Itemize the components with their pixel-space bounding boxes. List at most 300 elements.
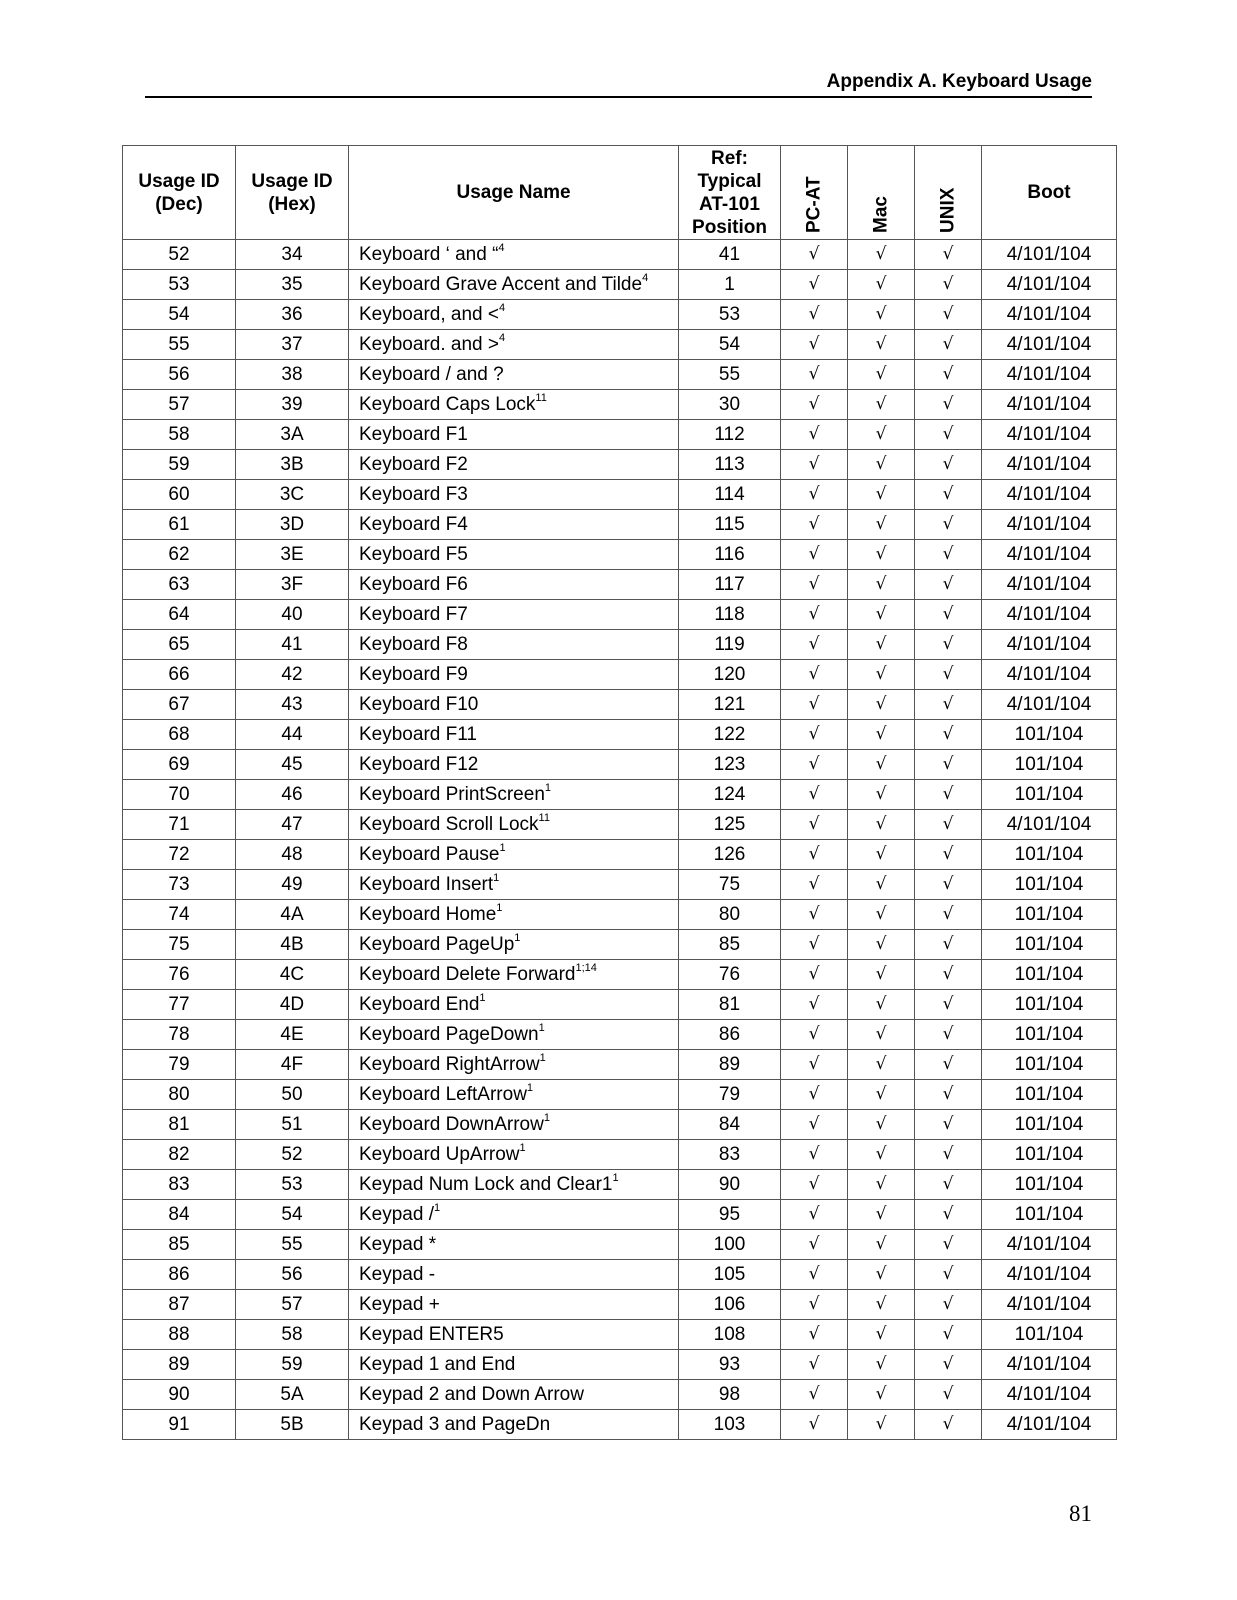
unix-check: √	[915, 690, 982, 720]
usage-id-dec-cell: 84	[123, 1200, 236, 1230]
usage-id-hex-cell: 49	[236, 870, 349, 900]
usage-id-hex-cell: 47	[236, 810, 349, 840]
usage-name-cell	[349, 1020, 679, 1050]
usage-id-hex-cell: 3B	[236, 450, 349, 480]
usage-name-text: Keyboard Pause	[359, 844, 500, 865]
pc-at-check: √	[781, 1050, 848, 1080]
table-row	[123, 1350, 1117, 1380]
column-header-label: Boot	[1027, 182, 1071, 203]
unix-check: √	[915, 810, 982, 840]
boot-cell: 4/101/104	[982, 1290, 1117, 1320]
table-row	[123, 570, 1117, 600]
usage-name-text: Keyboard Grave Accent and Tilde	[359, 274, 643, 295]
usage-id-dec-cell: 70	[123, 780, 236, 810]
usage-name-cell	[349, 480, 679, 510]
pc-at-check: √	[781, 1140, 848, 1170]
at101-position-cell: 93	[679, 1350, 781, 1380]
at101-position-cell: 124	[679, 780, 781, 810]
table-row	[123, 450, 1117, 480]
column-header	[781, 146, 848, 240]
unix-check: √	[915, 570, 982, 600]
mac-check: √	[848, 1290, 915, 1320]
pc-at-check: √	[781, 480, 848, 510]
column-header-label: Usage ID	[138, 170, 220, 192]
table-row	[123, 810, 1117, 840]
unix-check: √	[915, 240, 982, 270]
pc-at-check: √	[781, 1020, 848, 1050]
pc-at-check: √	[781, 1320, 848, 1350]
pc-at-check: √	[781, 750, 848, 780]
usage-id-dec-cell: 82	[123, 1140, 236, 1170]
usage-name-text: Keyboard F11	[359, 724, 477, 745]
pc-at-check: √	[781, 900, 848, 930]
mac-check: √	[848, 420, 915, 450]
page-number: 81	[1069, 1501, 1092, 1526]
boot-cell: 4/101/104	[982, 240, 1117, 270]
boot-cell: 4/101/104	[982, 1350, 1117, 1380]
boot-cell: 4/101/104	[982, 450, 1117, 480]
usage-id-dec-cell: 63	[123, 570, 236, 600]
usage-id-hex-cell: 38	[236, 360, 349, 390]
usage-id-hex-cell: 57	[236, 1290, 349, 1320]
mac-check: √	[848, 750, 915, 780]
mac-check: √	[848, 330, 915, 360]
usage-name-cell	[349, 810, 679, 840]
usage-id-hex-cell: 39	[236, 390, 349, 420]
mac-check: √	[848, 900, 915, 930]
table-row	[123, 510, 1117, 540]
pc-at-check: √	[781, 360, 848, 390]
pc-at-check: √	[781, 930, 848, 960]
usage-name-cell	[349, 540, 679, 570]
unix-check: √	[915, 450, 982, 480]
usage-name-text: Keyboard / and ?	[359, 364, 504, 385]
unix-check: √	[915, 480, 982, 510]
pc-at-check: √	[781, 960, 848, 990]
unix-check: √	[915, 630, 982, 660]
usage-name-cell	[349, 1350, 679, 1380]
table-row	[123, 300, 1117, 330]
usage-id-dec-cell: 75	[123, 930, 236, 960]
usage-id-dec-cell: 52	[123, 240, 236, 270]
usage-id-dec-cell: 67	[123, 690, 236, 720]
usage-id-hex-cell: 59	[236, 1350, 349, 1380]
usage-id-hex-cell: 41	[236, 630, 349, 660]
usage-name-text: Keyboard F12	[359, 754, 479, 775]
boot-cell: 4/101/104	[982, 480, 1117, 510]
mac-check: √	[848, 1110, 915, 1140]
usage-name-text: Keypad 2 and Down Arrow	[359, 1384, 584, 1405]
usage-name-text: Keyboard UpArrow	[359, 1144, 520, 1165]
boot-cell: 4/101/104	[982, 660, 1117, 690]
usage-name-cell	[349, 1170, 679, 1200]
at101-position-cell: 119	[679, 630, 781, 660]
usage-name-text: Keyboard Delete Forward	[359, 964, 576, 985]
at101-position-cell: 125	[679, 810, 781, 840]
usage-id-dec-cell: 80	[123, 1080, 236, 1110]
usage-name-text: Keypad Num Lock and Clear1	[359, 1174, 613, 1195]
mac-check: √	[848, 930, 915, 960]
table-row	[123, 990, 1117, 1020]
unix-check: √	[915, 990, 982, 1020]
at101-position-cell: 108	[679, 1320, 781, 1350]
at101-position-cell: 89	[679, 1050, 781, 1080]
boot-cell: 4/101/104	[982, 510, 1117, 540]
usage-name-text: Keyboard Caps Lock	[359, 394, 536, 415]
usage-id-dec-cell: 59	[123, 450, 236, 480]
usage-name-cell	[349, 1290, 679, 1320]
table-row	[123, 900, 1117, 930]
at101-position-cell: 85	[679, 930, 781, 960]
unix-check: √	[915, 870, 982, 900]
pc-at-check: √	[781, 300, 848, 330]
unix-check: √	[915, 600, 982, 630]
column-header	[982, 146, 1117, 240]
pc-at-check: √	[781, 990, 848, 1020]
unix-check: √	[915, 510, 982, 540]
unix-check: √	[915, 1320, 982, 1350]
boot-cell: 4/101/104	[982, 1380, 1117, 1410]
at101-position-cell: 53	[679, 300, 781, 330]
boot-cell: 101/104	[982, 840, 1117, 870]
boot-cell: 4/101/104	[982, 810, 1117, 840]
table-row	[123, 750, 1117, 780]
footnote-ref: 1	[612, 1172, 619, 1184]
usage-name-text: Keyboard PageDown	[359, 1024, 539, 1045]
usage-id-hex-cell: 4E	[236, 1020, 349, 1050]
at101-position-cell: 126	[679, 840, 781, 870]
pc-at-check: √	[781, 1230, 848, 1260]
boot-cell: 4/101/104	[982, 1260, 1117, 1290]
usage-name-text: Keyboard F4	[359, 514, 468, 535]
mac-check: √	[848, 570, 915, 600]
mac-check: √	[848, 1020, 915, 1050]
mac-check: √	[848, 1080, 915, 1110]
usage-id-dec-cell: 72	[123, 840, 236, 870]
footnote-ref: 1	[539, 1052, 546, 1064]
at101-position-cell: 55	[679, 360, 781, 390]
table-row	[123, 240, 1117, 270]
usage-id-hex-cell: 34	[236, 240, 349, 270]
boot-cell: 101/104	[982, 1140, 1117, 1170]
boot-cell: 4/101/104	[982, 300, 1117, 330]
pc-at-check: √	[781, 1410, 848, 1440]
usage-name-cell	[349, 360, 679, 390]
usage-id-dec-cell: 79	[123, 1050, 236, 1080]
pc-at-check: √	[781, 1350, 848, 1380]
boot-cell: 101/104	[982, 1110, 1117, 1140]
usage-name-text: Keyboard DownArrow	[359, 1114, 544, 1135]
footnote-ref: 1	[526, 1082, 534, 1094]
at101-position-cell: 41	[679, 240, 781, 270]
mac-check: √	[848, 600, 915, 630]
usage-name-text: Keypad +	[359, 1294, 440, 1315]
footnote-ref: 11	[538, 812, 550, 824]
table-header-row	[123, 146, 1117, 240]
boot-cell: 101/104	[982, 930, 1117, 960]
table-row	[123, 930, 1117, 960]
unix-check: √	[915, 840, 982, 870]
usage-name-cell	[349, 630, 679, 660]
mac-check: √	[848, 1260, 915, 1290]
column-header-label: Typical	[697, 170, 762, 192]
usage-id-dec-cell: 57	[123, 390, 236, 420]
unix-check: √	[915, 1020, 982, 1050]
unix-check: √	[915, 1110, 982, 1140]
pc-at-check: √	[781, 390, 848, 420]
unix-check: √	[915, 390, 982, 420]
boot-cell: 4/101/104	[982, 1230, 1117, 1260]
at101-position-cell: 84	[679, 1110, 781, 1140]
usage-id-hex-cell: 46	[236, 780, 349, 810]
usage-name-cell	[349, 900, 679, 930]
mac-check: √	[848, 240, 915, 270]
mac-check: √	[848, 1200, 915, 1230]
mac-check: √	[848, 390, 915, 420]
unix-check: √	[915, 330, 982, 360]
usage-name-text: Keyboard ‘ and “	[359, 244, 499, 265]
table-row	[123, 1050, 1117, 1080]
footnote-ref: 1;14	[575, 962, 597, 974]
usage-name-text: Keyboard F6	[359, 574, 468, 595]
boot-cell: 101/104	[982, 1080, 1117, 1110]
usage-id-hex-cell: 50	[236, 1080, 349, 1110]
at101-position-cell: 113	[679, 450, 781, 480]
usage-name-text: Keyboard Insert	[359, 874, 494, 895]
usage-id-dec-cell: 68	[123, 720, 236, 750]
at101-position-cell: 120	[679, 660, 781, 690]
usage-id-dec-cell: 58	[123, 420, 236, 450]
usage-id-hex-cell: 53	[236, 1170, 349, 1200]
pc-at-check: √	[781, 540, 848, 570]
usage-name-cell	[349, 690, 679, 720]
at101-position-cell: 80	[679, 900, 781, 930]
mac-check: √	[848, 510, 915, 540]
usage-name-text: Keypad -	[359, 1264, 436, 1285]
column-header	[915, 146, 982, 240]
footnote-ref: 1	[434, 1202, 441, 1214]
usage-name-cell	[349, 510, 679, 540]
usage-name-text: Keypad ENTER5	[359, 1324, 504, 1345]
usage-id-dec-cell: 60	[123, 480, 236, 510]
table-row	[123, 270, 1117, 300]
pc-at-check: √	[781, 270, 848, 300]
usage-name-cell	[349, 660, 679, 690]
column-header-label: Position	[692, 216, 767, 238]
usage-name-text: Keyboard. and >	[359, 334, 499, 355]
table-body	[123, 240, 1117, 1440]
boot-cell: 101/104	[982, 1200, 1117, 1230]
usage-name-cell	[349, 990, 679, 1020]
usage-name-text: Keyboard F2	[359, 454, 468, 475]
unix-check: √	[915, 1380, 982, 1410]
column-header	[123, 146, 236, 240]
boot-cell: 4/101/104	[982, 420, 1117, 450]
usage-id-hex-cell: 43	[236, 690, 349, 720]
usage-name-text: Keyboard LeftArrow	[359, 1084, 527, 1105]
at101-position-cell: 114	[679, 480, 781, 510]
table-row	[123, 360, 1117, 390]
usage-name-cell	[349, 570, 679, 600]
usage-name-cell	[349, 450, 679, 480]
usage-name-cell	[349, 420, 679, 450]
footnote-ref: 4	[642, 272, 649, 284]
unix-check: √	[915, 1050, 982, 1080]
boot-cell: 101/104	[982, 1020, 1117, 1050]
column-header-label: Ref:	[711, 147, 748, 169]
table-row	[123, 1200, 1117, 1230]
usage-id-hex-cell: 4D	[236, 990, 349, 1020]
unix-check: √	[915, 1290, 982, 1320]
column-header-label: AT-101	[699, 193, 760, 215]
boot-cell: 101/104	[982, 1320, 1117, 1350]
boot-cell: 4/101/104	[982, 360, 1117, 390]
usage-name-cell	[349, 1260, 679, 1290]
usage-name-text: Keyboard End	[359, 994, 480, 1015]
mac-check: √	[848, 660, 915, 690]
usage-id-dec-cell: 56	[123, 360, 236, 390]
boot-cell: 4/101/104	[982, 630, 1117, 660]
usage-id-hex-cell: 4F	[236, 1050, 349, 1080]
table-row	[123, 1260, 1117, 1290]
usage-name-text: Keyboard Scroll Lock	[359, 814, 539, 835]
usage-id-dec-cell: 66	[123, 660, 236, 690]
table-row	[123, 1080, 1117, 1110]
at101-position-cell: 121	[679, 690, 781, 720]
footnote-ref: 1	[543, 1112, 550, 1124]
usage-id-dec-cell: 64	[123, 600, 236, 630]
pc-at-check: √	[781, 600, 848, 630]
unix-check: √	[915, 1140, 982, 1170]
usage-name-cell	[349, 1200, 679, 1230]
pc-at-check: √	[781, 720, 848, 750]
usage-id-dec-cell: 91	[123, 1410, 236, 1440]
unix-check: √	[915, 900, 982, 930]
unix-check: √	[915, 1230, 982, 1260]
usage-id-dec-cell: 78	[123, 1020, 236, 1050]
table-row	[123, 1110, 1117, 1140]
pc-at-check: √	[781, 420, 848, 450]
usage-name-cell	[349, 1380, 679, 1410]
keyboard-usage-table	[122, 145, 1117, 1440]
usage-id-dec-cell: 89	[123, 1350, 236, 1380]
table-row	[123, 630, 1117, 660]
mac-check: √	[848, 810, 915, 840]
usage-id-dec-cell: 87	[123, 1290, 236, 1320]
at101-position-cell: 1	[679, 270, 781, 300]
usage-id-dec-cell: 83	[123, 1170, 236, 1200]
mac-check: √	[848, 780, 915, 810]
mac-check: √	[848, 1320, 915, 1350]
usage-name-cell	[349, 270, 679, 300]
table-row	[123, 1320, 1117, 1350]
footnote-ref: 1	[519, 1142, 526, 1154]
footnote-ref: 1	[496, 902, 503, 914]
table-row	[123, 540, 1117, 570]
pc-at-check: √	[781, 1290, 848, 1320]
usage-name-cell	[349, 390, 679, 420]
boot-cell: 4/101/104	[982, 540, 1117, 570]
usage-name-text: Keyboard PageUp	[359, 934, 515, 955]
usage-id-dec-cell: 85	[123, 1230, 236, 1260]
unix-check: √	[915, 1200, 982, 1230]
column-header-label: Usage Name	[456, 182, 571, 203]
unix-check: √	[915, 1350, 982, 1380]
unix-check: √	[915, 750, 982, 780]
mac-check: √	[848, 1170, 915, 1200]
usage-id-hex-cell: 51	[236, 1110, 349, 1140]
table-row	[123, 1230, 1117, 1260]
usage-id-dec-cell: 71	[123, 810, 236, 840]
usage-name-cell	[349, 840, 679, 870]
column-header-label: UNIX	[937, 187, 959, 233]
usage-id-hex-cell: 55	[236, 1230, 349, 1260]
mac-check: √	[848, 300, 915, 330]
mac-check: √	[848, 1380, 915, 1410]
usage-name-cell	[349, 1050, 679, 1080]
column-header-label: Usage ID	[251, 170, 333, 192]
at101-position-cell: 98	[679, 1380, 781, 1410]
boot-cell: 101/104	[982, 780, 1117, 810]
pc-at-check: √	[781, 1200, 848, 1230]
mac-check: √	[848, 630, 915, 660]
pc-at-check: √	[781, 1080, 848, 1110]
at101-position-cell: 122	[679, 720, 781, 750]
usage-id-hex-cell: 3C	[236, 480, 349, 510]
usage-id-hex-cell: 44	[236, 720, 349, 750]
usage-id-hex-cell: 3F	[236, 570, 349, 600]
unix-check: √	[915, 720, 982, 750]
unix-check: √	[915, 1260, 982, 1290]
usage-name-cell	[349, 720, 679, 750]
at101-position-cell: 30	[679, 390, 781, 420]
boot-cell: 101/104	[982, 870, 1117, 900]
boot-cell: 4/101/104	[982, 570, 1117, 600]
usage-id-hex-cell: 5A	[236, 1380, 349, 1410]
unix-check: √	[915, 930, 982, 960]
usage-id-dec-cell: 73	[123, 870, 236, 900]
table-row	[123, 840, 1117, 870]
at101-position-cell: 79	[679, 1080, 781, 1110]
usage-name-text: Keypad 3 and PageDn	[359, 1414, 551, 1435]
usage-name-text: Keyboard PrintScreen	[359, 784, 545, 805]
at101-position-cell: 95	[679, 1200, 781, 1230]
usage-id-dec-cell: 65	[123, 630, 236, 660]
usage-id-hex-cell: 37	[236, 330, 349, 360]
footnote-ref: 1	[538, 1022, 545, 1034]
usage-id-dec-cell: 86	[123, 1260, 236, 1290]
unix-check: √	[915, 420, 982, 450]
usage-id-dec-cell: 61	[123, 510, 236, 540]
usage-name-cell	[349, 780, 679, 810]
at101-position-cell: 76	[679, 960, 781, 990]
pc-at-check: √	[781, 330, 848, 360]
usage-id-hex-cell: 40	[236, 600, 349, 630]
unix-check: √	[915, 660, 982, 690]
pc-at-check: √	[781, 510, 848, 540]
pc-at-check: √	[781, 780, 848, 810]
mac-check: √	[848, 870, 915, 900]
pc-at-check: √	[781, 630, 848, 660]
at101-position-cell: 106	[679, 1290, 781, 1320]
footnote-ref: 1	[499, 842, 506, 854]
usage-id-hex-cell: 48	[236, 840, 349, 870]
unix-check: √	[915, 1410, 982, 1440]
at101-position-cell: 81	[679, 990, 781, 1020]
pc-at-check: √	[781, 240, 848, 270]
column-header	[848, 146, 915, 240]
usage-name-text: Keypad 1 and End	[359, 1354, 516, 1375]
